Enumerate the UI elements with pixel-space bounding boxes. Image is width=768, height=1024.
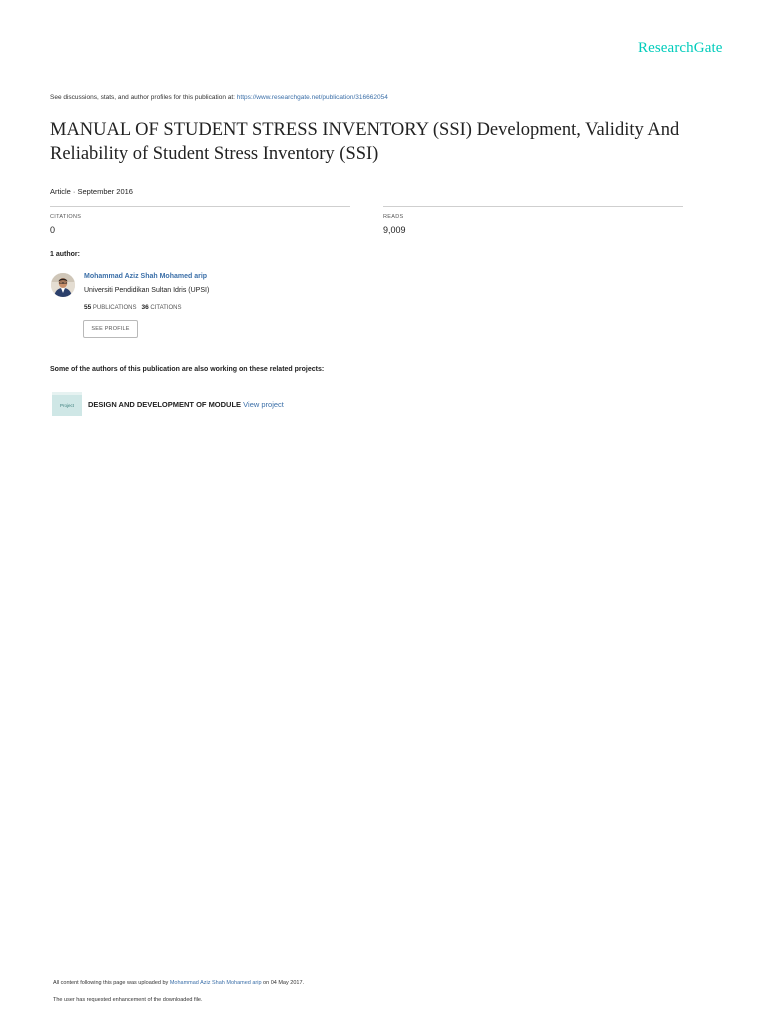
author-metrics (84, 304, 182, 311)
project-title: DESIGN AND DEVELOPMENT OF MODULE (88, 400, 242, 409)
authors-heading: 1 author: (50, 251, 80, 258)
intro-line (50, 94, 388, 101)
author-publications-label: PUBLICATIONS (92, 305, 137, 311)
upload-note-prefix: All content following this page was uploaded by (53, 980, 170, 986)
author-avatar[interactable] (51, 273, 75, 297)
citations-count: 0 (50, 225, 56, 235)
article-type-date: Article · September 2016 (50, 187, 133, 196)
see-profile-button[interactable]: SEE PROFILE (83, 320, 138, 338)
reads-count: 9,009 (383, 225, 406, 235)
publication-url-link[interactable]: https://www.researchgate.net/publication/316662054 (236, 94, 388, 101)
author-citations-count: 36 (141, 304, 149, 311)
related-project-item (88, 400, 284, 409)
view-project-link[interactable]: View project (243, 400, 284, 409)
reads-divider (383, 206, 683, 207)
page-title: MANUAL OF STUDENT STRESS INVENTORY (SSI) Development, Validity And Reliability of Student Stress Inventory (SSI) (50, 120, 680, 164)
researchgate-logo[interactable]: ResearchGate (638, 40, 723, 56)
author-citations-label: CITATIONS (150, 305, 182, 311)
project-icon-label: Project (59, 403, 74, 408)
intro-text: See discussions, stats, and author profiles for this publication at: (50, 94, 237, 101)
author-affiliation: Universiti Pendidikan Sultan Idris (UPSI) (84, 287, 210, 294)
citations-divider (50, 206, 350, 207)
author-name-link[interactable]: Mohammad Aziz Shah Mohamed arip (84, 273, 208, 280)
project-folder-icon (52, 392, 82, 416)
uploader-link[interactable]: Mohammad Aziz Shah Mohamed arip (169, 980, 262, 986)
upload-note (53, 980, 304, 986)
author-photo-icon (51, 273, 75, 297)
reads-label: READS (383, 214, 404, 220)
enhancement-note: The user has requested enhancement of the downloaded file. (53, 997, 203, 1003)
upload-note-suffix: on 04 May 2017. (261, 980, 305, 986)
author-publications-count: 55 (84, 304, 92, 311)
related-projects-heading: Some of the authors of this publication are also working on these related projects: (50, 366, 325, 373)
citations-label: CITATIONS (50, 214, 82, 220)
